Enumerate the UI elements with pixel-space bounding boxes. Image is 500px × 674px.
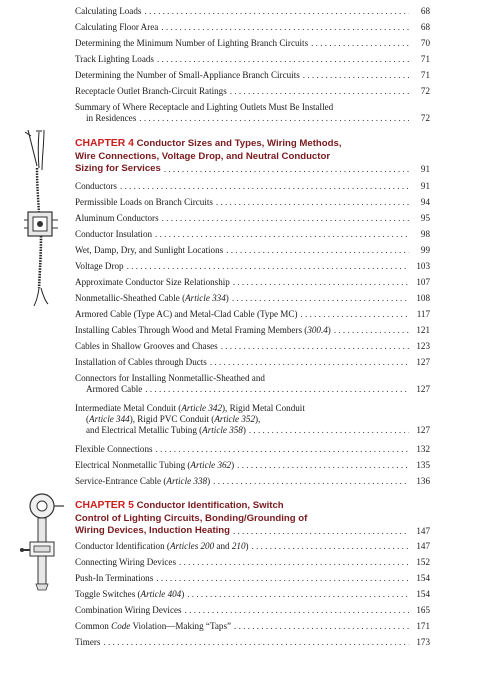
entry-title: Connectors for Installing Nonmetallic-Sheathed and xyxy=(75,373,265,383)
chapter-label: CHAPTER 5 xyxy=(75,500,134,511)
leader-dots xyxy=(230,86,409,97)
leader-dots xyxy=(127,261,409,272)
wire-connector-illustration xyxy=(22,128,62,308)
toc-entry[interactable] xyxy=(75,38,430,49)
leader-dots xyxy=(120,181,409,192)
toc-entry[interactable] xyxy=(75,54,430,65)
toc-entry[interactable] xyxy=(75,261,430,272)
page-number: 98 xyxy=(420,229,430,239)
chapter-title: Wire Connections, Voltage Drop, and Neutral Conductor xyxy=(75,150,331,162)
entry-title: Common Code Violation—Making “Taps” xyxy=(75,621,232,631)
entry-title: Determining the Number of Small-Appliance Branch Circuits xyxy=(75,70,300,80)
page-number: 171 xyxy=(416,621,430,631)
page-number: 71 xyxy=(420,54,430,64)
conduit-fitting-illustration xyxy=(18,490,66,600)
leader-dots xyxy=(252,541,409,552)
page-number: 68 xyxy=(420,6,430,16)
toc-entry[interactable] xyxy=(75,102,430,124)
leader-dots xyxy=(103,637,409,648)
entry-title: Installing Cables Through Wood and Metal Framing Members (300.4) xyxy=(75,325,331,335)
toc-entry[interactable] xyxy=(75,541,430,552)
toc-entry[interactable] xyxy=(75,197,430,208)
page-number: 147 xyxy=(416,526,430,536)
page-number: 70 xyxy=(420,38,430,48)
toc-entry[interactable] xyxy=(75,621,430,632)
leader-dots xyxy=(221,341,409,352)
page-number: 152 xyxy=(416,557,430,567)
page-number: 123 xyxy=(416,341,430,351)
page-number: 91 xyxy=(420,164,430,174)
leader-dots xyxy=(303,70,409,81)
page-number: 127 xyxy=(416,384,430,394)
entry-title-continued: and Electrical Metallic Tubing (Article 358) xyxy=(86,425,246,435)
entry-title: Conductor Identification (Articles 200 and 210) xyxy=(75,541,249,551)
toc-entry[interactable] xyxy=(75,277,430,288)
entry-title: Receptacle Outlet Branch-Circuit Ratings xyxy=(75,86,227,96)
leader-dots xyxy=(226,245,409,256)
leader-dots xyxy=(161,22,409,33)
page-number: 135 xyxy=(416,460,430,470)
page-number: 132 xyxy=(416,444,430,454)
entry-title: Aluminum Conductors xyxy=(75,213,159,223)
toc-entry[interactable] xyxy=(75,341,430,352)
leader-dots xyxy=(156,573,409,584)
toc-entry[interactable] xyxy=(75,557,430,568)
leader-dots xyxy=(300,309,409,320)
page-number: 71 xyxy=(420,70,430,80)
leader-dots xyxy=(164,163,409,176)
page-number: 99 xyxy=(420,245,430,255)
entry-title: Intermediate Metal Conduit (Article 342), Rigid Metal Conduit xyxy=(75,403,305,413)
leader-dots xyxy=(237,460,409,471)
page-number: 72 xyxy=(420,113,430,123)
page-number: 108 xyxy=(416,293,430,303)
entry-title: Flexible Connections xyxy=(75,444,153,454)
chapter-title: Wiring Devices, Induction Heating xyxy=(75,525,231,536)
chapter-5-heading[interactable] xyxy=(75,500,430,538)
page-number: 154 xyxy=(416,589,430,599)
entry-title: Service-Entrance Cable (Article 338) xyxy=(75,476,211,486)
leader-dots xyxy=(162,213,409,224)
page-number: 94 xyxy=(420,197,430,207)
leader-dots xyxy=(216,197,409,208)
toc-entry[interactable] xyxy=(75,293,430,304)
entry-title-continued: Armored Cable xyxy=(86,384,143,394)
entry-title: Combination Wiring Devices xyxy=(75,605,182,615)
toc-entry[interactable] xyxy=(75,460,430,471)
toc-entry[interactable] xyxy=(75,181,430,192)
chapter-title: Conductor Identification, Switch xyxy=(136,500,284,511)
entry-title: Timers xyxy=(75,637,101,647)
page-number: 95 xyxy=(420,213,430,223)
toc-entry[interactable] xyxy=(75,444,430,455)
leader-dots xyxy=(185,605,409,616)
toc-entry[interactable] xyxy=(75,213,430,224)
entry-title: Wet, Damp, Dry, and Sunlight Locations xyxy=(75,245,224,255)
entry-title: Voltage Drop xyxy=(75,261,124,271)
toc-entry[interactable] xyxy=(75,309,430,320)
leader-dots xyxy=(139,113,409,124)
toc-entry[interactable] xyxy=(75,637,430,648)
page-number: 127 xyxy=(416,357,430,367)
entry-title: Summary of Where Receptacle and Lighting Outlets Must Be Installed xyxy=(75,102,334,112)
page-number: 154 xyxy=(416,573,430,583)
leader-dots xyxy=(213,476,409,487)
page-number: 127 xyxy=(416,425,430,435)
chapter-title: Control of Lighting Circuits, Bonding/Grounding of xyxy=(75,512,308,524)
entry-title-continued: (Article 344), Rigid PVC Conduit (Article 352), xyxy=(86,414,261,424)
entry-title: Approximate Conductor Size Relationship xyxy=(75,277,230,287)
toc-entry[interactable] xyxy=(75,70,430,81)
leader-dots xyxy=(156,444,409,455)
page-number: 147 xyxy=(416,541,430,551)
entry-title: Calculating Floor Area xyxy=(75,22,159,32)
entry-title: Permissible Loads on Branch Circuits xyxy=(75,197,213,207)
leader-dots xyxy=(145,384,409,395)
page-number: 121 xyxy=(416,325,430,335)
leader-dots xyxy=(179,557,409,568)
leader-dots xyxy=(210,357,409,368)
leader-dots xyxy=(233,525,409,538)
chapter-title: Conductor Sizes and Types, Wiring Methods, xyxy=(136,138,342,149)
page-number: 103 xyxy=(416,261,430,271)
chapter-4-heading[interactable] xyxy=(75,138,430,176)
leader-dots xyxy=(311,38,409,49)
toc-entry[interactable] xyxy=(75,86,430,97)
entry-title: Armored Cable (Type AC) and Metal-Clad Cable (Type MC) xyxy=(75,309,298,319)
page-number: 173 xyxy=(416,637,430,647)
page-number: 91 xyxy=(420,181,430,191)
chapter-label: CHAPTER 4 xyxy=(75,138,134,149)
chapter-title: Sizing for Services xyxy=(75,163,161,174)
entry-title: Electrical Nonmetallic Tubing (Article 362) xyxy=(75,460,235,470)
toc-entry[interactable] xyxy=(75,476,430,487)
entry-title: Push-In Terminations xyxy=(75,573,154,583)
toc-entry[interactable] xyxy=(75,573,430,584)
leader-dots xyxy=(232,293,409,304)
toc-entry[interactable] xyxy=(75,589,430,600)
toc-entry[interactable] xyxy=(75,357,430,368)
toc-entry[interactable] xyxy=(75,403,430,436)
page-number: 136 xyxy=(416,476,430,486)
entry-title: Toggle Switches (Article 404) xyxy=(75,589,185,599)
page-number: 165 xyxy=(416,605,430,615)
leader-dots xyxy=(144,6,409,17)
leader-dots xyxy=(187,589,409,600)
page-number: 68 xyxy=(420,22,430,32)
leader-dots xyxy=(249,425,409,436)
leader-dots xyxy=(334,325,409,336)
toc-entry[interactable] xyxy=(75,325,430,336)
leader-dots xyxy=(233,277,409,288)
leader-dots xyxy=(155,229,409,240)
entry-title: Calculating Loads xyxy=(75,6,142,16)
entry-title: Cables in Shallow Grooves and Chases xyxy=(75,341,218,351)
page-number: 107 xyxy=(416,277,430,287)
entry-title: Conductors xyxy=(75,181,117,191)
entry-title: Track Lighting Loads xyxy=(75,54,154,64)
toc-entry[interactable] xyxy=(75,605,430,616)
entry-title: Conductor Insulation xyxy=(75,229,153,239)
page-number: 72 xyxy=(420,86,430,96)
toc-entry[interactable] xyxy=(75,373,430,395)
entry-title: Connecting Wiring Devices xyxy=(75,557,176,567)
page-number: 117 xyxy=(416,309,430,319)
entry-title: Installation of Cables through Ducts xyxy=(75,357,207,367)
toc-entry[interactable] xyxy=(75,22,430,33)
toc-entry[interactable] xyxy=(75,245,430,256)
leader-dots xyxy=(234,621,409,632)
entry-title: Determining the Minimum Number of Lighting Branch Circuits xyxy=(75,38,309,48)
toc-entry[interactable] xyxy=(75,229,430,240)
entry-title: Nonmetallic-Sheathed Cable (Article 334) xyxy=(75,293,229,303)
entry-title-continued: in Residences xyxy=(86,113,137,123)
toc-entry[interactable] xyxy=(75,6,430,17)
leader-dots xyxy=(157,54,409,65)
